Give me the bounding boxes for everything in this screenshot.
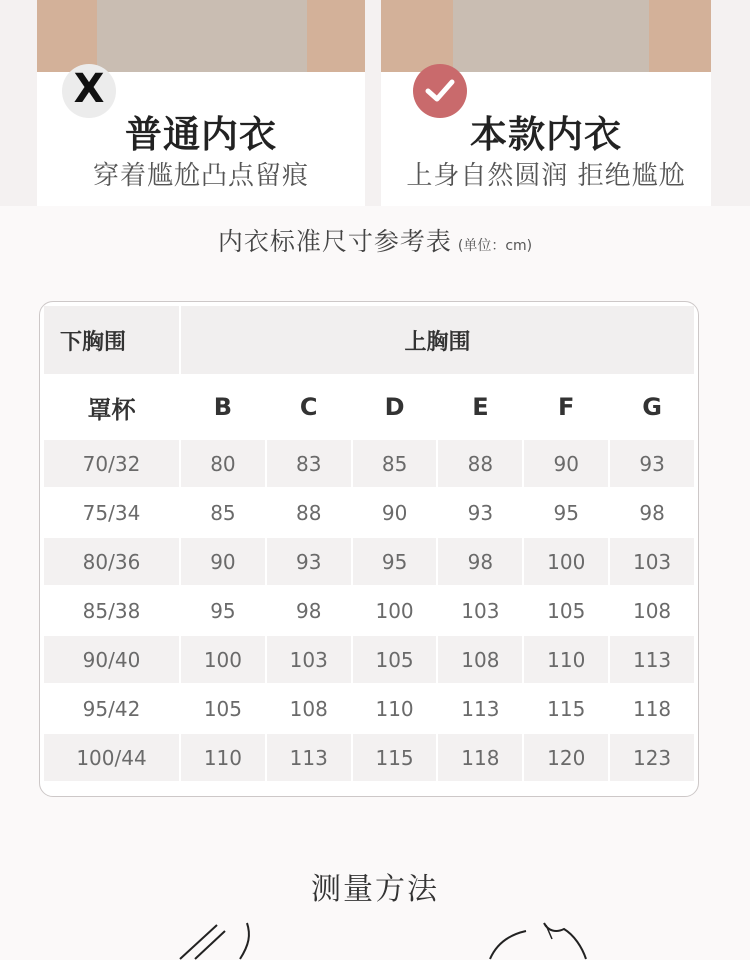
cup-label: B xyxy=(181,376,265,438)
bust-value-cell: 93 xyxy=(610,440,694,487)
product-bra-title: 本款内衣 xyxy=(470,113,622,156)
cup-label: F xyxy=(524,376,608,438)
bust-value-cell: 120 xyxy=(524,734,608,781)
underbust-size-cell: 75/34 xyxy=(44,489,179,536)
bust-header: 上胸围 xyxy=(181,306,694,374)
bust-value-cell: 108 xyxy=(438,636,522,683)
cup-row xyxy=(44,376,694,438)
bust-value-cell: 88 xyxy=(267,489,351,536)
table-row xyxy=(44,538,694,585)
bust-value-cell: 98 xyxy=(267,587,351,634)
size-chart-title xyxy=(0,222,750,258)
underbust-size-cell: 90/40 xyxy=(44,636,179,683)
bust-value-cell: 115 xyxy=(524,685,608,732)
bust-value-cell: 95 xyxy=(353,538,437,585)
bust-value-cell: 90 xyxy=(181,538,265,585)
cup-header: 罩杯 xyxy=(44,376,179,438)
bust-value-cell: 110 xyxy=(524,636,608,683)
table-row xyxy=(44,685,694,732)
ordinary-bra-title: 普通内衣 xyxy=(125,113,277,156)
underbust-size-cell: 100/44 xyxy=(44,734,179,781)
bust-value-cell: 105 xyxy=(181,685,265,732)
underbust-size-cell: 70/32 xyxy=(44,440,179,487)
bust-value-cell: 98 xyxy=(610,489,694,536)
bust-value-cell: 85 xyxy=(181,489,265,536)
bust-value-cell: 113 xyxy=(267,734,351,781)
underbust-size-cell: 85/38 xyxy=(44,587,179,634)
bust-value-cell: 103 xyxy=(438,587,522,634)
comparison-band xyxy=(0,0,750,206)
cup-label: D xyxy=(353,376,437,438)
ordinary-bra-subtitle: 穿着尴尬凸点留痕 xyxy=(92,161,309,191)
bust-value-cell: 118 xyxy=(610,685,694,732)
measure-sketch-left xyxy=(175,915,265,960)
cup-label: E xyxy=(438,376,522,438)
header-row xyxy=(44,306,694,374)
bust-value-cell: 88 xyxy=(438,440,522,487)
underbust-size-cell: 95/42 xyxy=(44,685,179,732)
measure-method-title: 测量方法 xyxy=(311,872,439,907)
bust-value-cell: 105 xyxy=(353,636,437,683)
bust-value-cell: 103 xyxy=(267,636,351,683)
size-grid xyxy=(42,304,696,783)
table-row xyxy=(44,587,694,634)
bust-value-cell: 108 xyxy=(267,685,351,732)
ordinary-bra-panel xyxy=(37,0,365,206)
bust-value-cell: 100 xyxy=(181,636,265,683)
measure-sketch-right xyxy=(486,915,596,960)
table-row xyxy=(44,440,694,487)
cup-label: G xyxy=(610,376,694,438)
bust-value-cell: 100 xyxy=(353,587,437,634)
bust-value-cell: 105 xyxy=(524,587,608,634)
size-chart-title-text: 内衣标准尺寸参考表 xyxy=(217,227,452,256)
bust-value-cell: 115 xyxy=(353,734,437,781)
size-chart-unit: (单位：cm) xyxy=(457,238,533,254)
table-row xyxy=(44,489,694,536)
bust-value-cell: 95 xyxy=(181,587,265,634)
bust-value-cell: 123 xyxy=(610,734,694,781)
bust-value-cell: 85 xyxy=(353,440,437,487)
bust-value-cell: 113 xyxy=(438,685,522,732)
x-mark-glyph: X xyxy=(73,66,105,112)
bust-value-cell: 100 xyxy=(524,538,608,585)
cup-label: C xyxy=(267,376,351,438)
product-bra-photo xyxy=(381,0,711,72)
bust-value-cell: 90 xyxy=(353,489,437,536)
bust-value-cell: 95 xyxy=(524,489,608,536)
product-bra-subtitle: 上身自然圆润 拒绝尴尬 xyxy=(406,161,686,191)
bust-value-cell: 113 xyxy=(610,636,694,683)
product-bra-panel xyxy=(381,0,711,206)
size-chart-table xyxy=(39,301,699,797)
table-row xyxy=(44,636,694,683)
bust-value-cell: 80 xyxy=(181,440,265,487)
ordinary-bra-photo xyxy=(37,0,365,72)
bust-value-cell: 93 xyxy=(267,538,351,585)
bust-value-cell: 110 xyxy=(353,685,437,732)
table-row xyxy=(44,734,694,781)
bust-value-cell: 108 xyxy=(610,587,694,634)
underbust-size-cell: 80/36 xyxy=(44,538,179,585)
bust-value-cell: 93 xyxy=(438,489,522,536)
bust-value-cell: 103 xyxy=(610,538,694,585)
bust-value-cell: 118 xyxy=(438,734,522,781)
bust-value-cell: 98 xyxy=(438,538,522,585)
bust-value-cell: 83 xyxy=(267,440,351,487)
bust-value-cell: 110 xyxy=(181,734,265,781)
bust-value-cell: 90 xyxy=(524,440,608,487)
underbust-header: 下胸围 xyxy=(44,306,179,374)
